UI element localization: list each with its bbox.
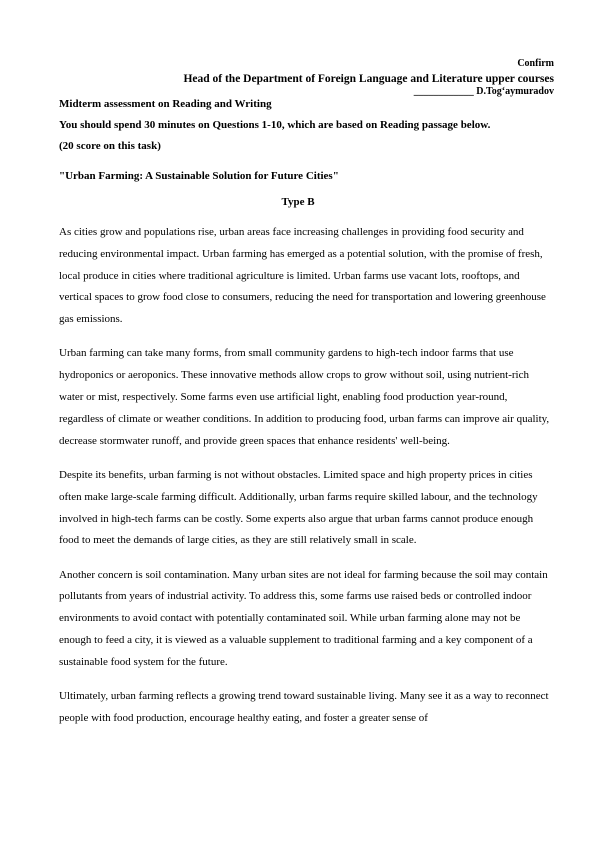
assessment-score: (20 score on this task) bbox=[59, 140, 161, 152]
passage-body bbox=[59, 222, 554, 742]
approval-block bbox=[183, 58, 554, 98]
passage-type: Type B bbox=[281, 196, 315, 208]
paragraph-2: Urban farming can take many forms, from small community gardens to high-tech indoor farms that use hydroponics or aeroponics. These innovative methods allow crops to grow without soil, using nutrient-rich water or mist, respectively. Some farms even use artificial light, enabling food production year-round, regardless of climate or weather conditions. In addition to producing food, urban farms can improve air quality, decrease stormwater runoff, and provide green spaces that enhance residents' well-being. bbox=[59, 347, 550, 447]
paragraph-3: Despite its benefits, urban farming is not without obstacles. Limited space and high property prices in cities often make large-scale farming difficult. Additionally, urban farms require skilled labour, and the technology involved in high-tech farms can be costly. Some experts also argue that urban farms cannot produce enough food to meet the demands of large cities, as they are still relatively small in scale. bbox=[59, 468, 538, 547]
passage-title: "Urban Farming: A Sustainable Solution for Future Cities" bbox=[59, 170, 339, 182]
assessment-title: Midterm assessment on Reading and Writing bbox=[59, 98, 272, 110]
department-head-line: Head of the Department of Foreign Language and Literature upper courses bbox=[183, 73, 554, 85]
paragraph-1: As cities grow and populations rise, urban areas face increasing challenges in providing food security and reducing environmental impact. Urban farming has emerged as a potential solution, with the promise of fresh, local produce in cities where traditional agriculture is limited. Urban farms use vacant lots, rooftops, and vertical spaces to grow food close to consumers, reducing the need for transportation and lowering greenhouse gas emissions. bbox=[59, 226, 546, 326]
paragraph-4: Another concern is soil contamination. Many urban sites are not ideal for farming because the soil may contain pollutants from years of industrial activity. To address this, some farms use raised beds or controlled indoor environments to avoid contact with potentially contaminated soil. While urban farming alone may not be enough to feed a city, it is viewed as a valuable supplement to traditional farming and a key component of a sustainable food system for the future. bbox=[59, 568, 548, 668]
assessment-instruction: You should spend 30 minutes on Questions 1-10, which are based on Reading passage below. bbox=[59, 119, 491, 131]
confirm-label: Confirm bbox=[517, 58, 554, 69]
signature-line: ____________ D.Tog‘aymuradov bbox=[413, 86, 554, 97]
paragraph-5: Ultimately, urban farming reflects a growing trend toward sustainable living. Many see it as a way to reconnect people with food production, encourage healthy eating, and foster a greater sense of bbox=[59, 690, 549, 724]
assessment-heading bbox=[59, 97, 559, 160]
